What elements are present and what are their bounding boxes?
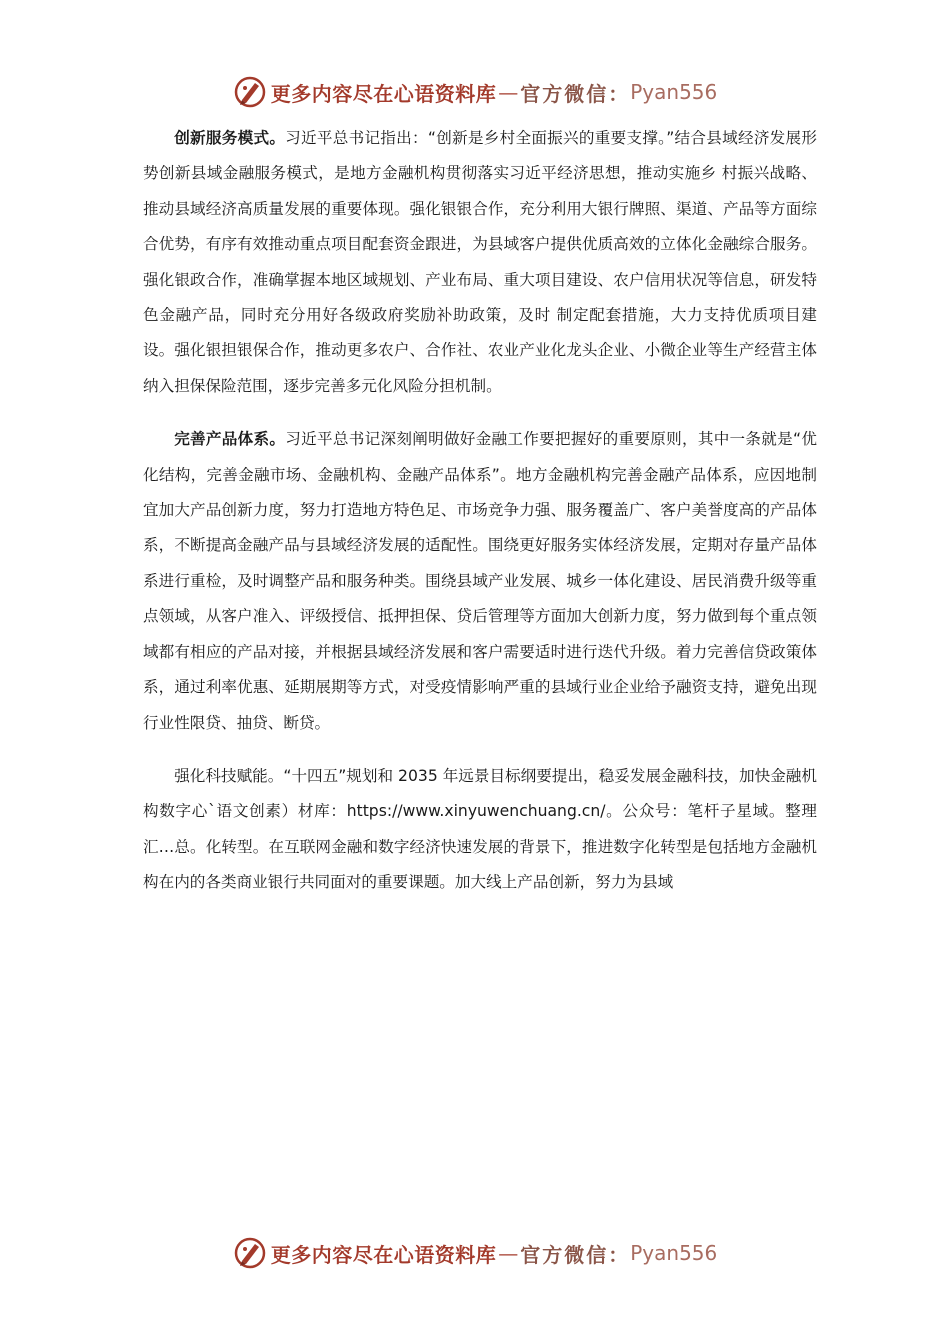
footer-official-label: 官方微信： xyxy=(520,1242,631,1267)
header-banner xyxy=(0,72,950,112)
header-wechat-id: Pyan556 xyxy=(630,80,718,104)
paragraph-lead: 创新服务模式。 xyxy=(174,129,286,147)
paragraph-text: 习近平总书记深刻阐明做好金融工作要把握好的重要原则，其中一条就是“优化结构，完善金融市场、金融机构、金融产品体系”。地方金融机构完善金融产品体系，应因地制宜加大产品创新力度，努力打造地方特色足、市场竞争力强、服务覆盖广、客户美誉度高的产品体系，不断提高金融产品与县域经济发展的适配性。围绕更好服务实体经济发展，定期对存量产品体系进行重检，及时调整产品和服务种类。围绕县域产业发展、城乡一体化建设、居民消费升级等重点领域，从客户准入、评级授信、抵押担保、贷后管理等方面加大创新力度，努力做到每个重点领域都有相应的产品对接，并根据县域经济发展和客户需要适时进行迭代升级。着力完善信贷政策体系，通过利率优惠、延期展期等方式，对受疫情影响严重的县域行业企业给予融资支持，避免出现行业性限贷、抽贷、断贷。 xyxy=(143,430,817,732)
paragraph-text: 强化科技赋能。“十四五”规划和 2035 年远景目标纲要提出，稳妥发展金融科技，加快金融机构数字心`语文创素）材库：https://www.xinyuwenchuang.cn/。公众号：笔杆子星域。整理汇…总。化转型。在互联网金融和数字经济快速发展的背景下，推进数字化转型是包括地方金融机构在内的各类商业银行共同面对的重要课题。加大线上产品创新，努力为县域 xyxy=(143,766,817,892)
footer-banner-text: 更多内容尽在心语资料库 xyxy=(270,1242,497,1267)
pen-logo-icon xyxy=(233,1236,267,1270)
paragraph-product-system xyxy=(143,422,817,741)
document-body xyxy=(143,121,817,919)
footer-banner xyxy=(0,1233,950,1273)
paragraph-tech-empower xyxy=(143,759,817,901)
footer-wechat-id: Pyan556 xyxy=(630,1241,718,1265)
paragraph-text: 习近平总书记指出：“创新是乡村全面振兴的重要支撑。”结合县域经济发展形势创新县域金融服务模式，是地方金融机构贯彻落实习近平经济思想，推动实施乡 村振兴战略、推动县域经济高质量发展的重要体现。强化银银合作，充分利用大银行牌照、渠道、产品等方面综合优势，有序有效推动重点项目配套资金跟进，为县域客户提供优质高效的立体化金融综合服务。强化银政合作，准确掌握本地区域规划、产业布局、重大项目建设、农户信用状况等信息，研发特色金融产品，同时充分用好各级政府奖励补助政策，及时 制定配套措施，大力支持优质项目建设。强化银担银保合作，推动更多农户、合作社、农业产业化龙头企业、小微企业等生产经营主体纳入担保保险范围，逐步完善多元化风险分担机制。 xyxy=(143,129,817,395)
paragraph-innovate-service xyxy=(143,121,817,404)
header-separator: — xyxy=(498,80,519,104)
pen-logo-icon xyxy=(233,75,267,109)
header-banner-text: 更多内容尽在心语资料库 xyxy=(270,81,497,106)
paragraph-lead: 完善产品体系。 xyxy=(174,430,286,449)
header-official-label: 官方微信： xyxy=(520,81,631,106)
footer-separator: — xyxy=(498,1241,519,1265)
